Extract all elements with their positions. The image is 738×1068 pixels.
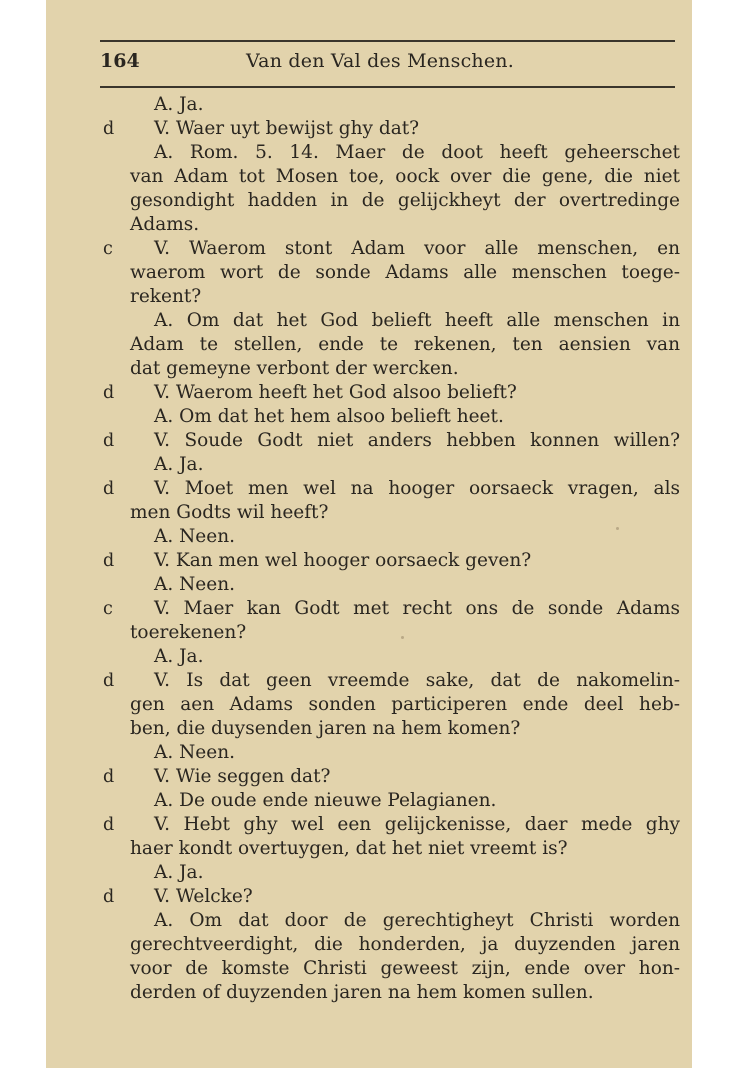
page-number: 164 — [100, 50, 140, 72]
header-rule-top — [100, 40, 675, 42]
text-line: V. Is dat geen vreemde sake, dat de nakomelin- — [154, 670, 680, 691]
margin-marker: d — [103, 671, 115, 691]
text-line: A. Ja. — [154, 862, 204, 883]
text-line: toerekenen? — [130, 622, 247, 643]
text-line: A. Om dat het God belieft heeft alle menschen in — [154, 310, 680, 331]
text-line: A. Om dat door de gerechtigheyt Christi worden — [154, 910, 680, 931]
text-line: derden of duyzenden jaren na hem komen sullen. — [130, 982, 594, 1003]
text-line: gerechtveerdight, die honderden, ja duyzenden jaren — [130, 934, 680, 955]
text-line: A. Neen. — [154, 574, 236, 595]
text-line: A. Ja. — [154, 454, 204, 475]
text-line: rekent? — [130, 286, 202, 307]
margin-marker: d — [103, 431, 115, 451]
text-line: voor de komste Christi geweest zijn, ende over hon- — [130, 958, 680, 979]
margin-marker: d — [103, 383, 115, 403]
text-line: van Adam tot Mosen toe, oock over die gene, die niet — [130, 166, 680, 187]
text-line: A. Rom. 5. 14. Maer de doot heeft geheerschet — [154, 142, 680, 163]
text-line: gesondight hadden in de gelijckheyt der overtredinge — [130, 190, 680, 211]
margin-marker: d — [103, 551, 115, 571]
margin-marker: d — [103, 767, 115, 787]
text-line: A. De oude ende nieuwe Pelagianen. — [154, 790, 497, 811]
text-line: V. Waerom stont Adam voor alle menschen, en — [154, 238, 680, 259]
margin-marker: d — [103, 479, 115, 499]
text-line: gen aen Adams sonden participeren ende deel heb- — [130, 694, 680, 715]
margin-marker: d — [103, 815, 115, 835]
text-line: V. Waerom heeft het God alsoo belieft? — [154, 382, 517, 403]
text-line: ben, die duysenden jaren na hem komen? — [130, 718, 521, 739]
margin-marker: d — [103, 119, 115, 139]
paper-speck — [616, 527, 619, 530]
text-line: waerom wort de sonde Adams alle menschen toege- — [130, 262, 680, 283]
text-line: V. Kan men wel hooger oorsaeck geven? — [154, 550, 532, 571]
text-line: haer kondt overtuygen, dat het niet vreemt is? — [130, 838, 568, 859]
text-line: V. Waer uyt bewijst ghy dat? — [154, 118, 420, 139]
text-line: A. Om dat het hem alsoo belieft heet. — [154, 406, 504, 427]
text-line: dat gemeyne verbont der wercken. — [130, 358, 459, 379]
text-line: men Godts wil heeft? — [130, 502, 329, 523]
text-line: A. Neen. — [154, 526, 236, 547]
text-line: V. Hebt ghy wel een gelijckenisse, daer mede ghy — [154, 814, 680, 835]
text-line: Adams. — [130, 214, 200, 235]
book-page — [46, 0, 692, 1068]
text-line: V. Maer kan Godt met recht ons de sonde Adams — [154, 598, 680, 619]
paper-speck — [401, 636, 404, 639]
margin-marker: d — [103, 887, 115, 907]
running-title: Van den Val des Menschen. — [246, 50, 514, 72]
text-line: V. Wie seggen dat? — [154, 766, 331, 787]
text-line: V. Moet men wel na hooger oorsaeck vragen, als — [154, 478, 680, 499]
text-line: V. Soude Godt niet anders hebben konnen willen? — [154, 430, 680, 451]
text-line: Adam te stellen, ende te rekenen, ten aensien van — [130, 334, 680, 355]
text-line: V. Welcke? — [154, 886, 253, 907]
text-line: A. Neen. — [154, 742, 236, 763]
margin-marker: c — [103, 239, 113, 259]
text-line: A. Ja. — [154, 646, 204, 667]
margin-marker: c — [103, 599, 113, 619]
text-line: A. Ja. — [154, 94, 204, 115]
header-rule-bottom — [100, 86, 675, 88]
